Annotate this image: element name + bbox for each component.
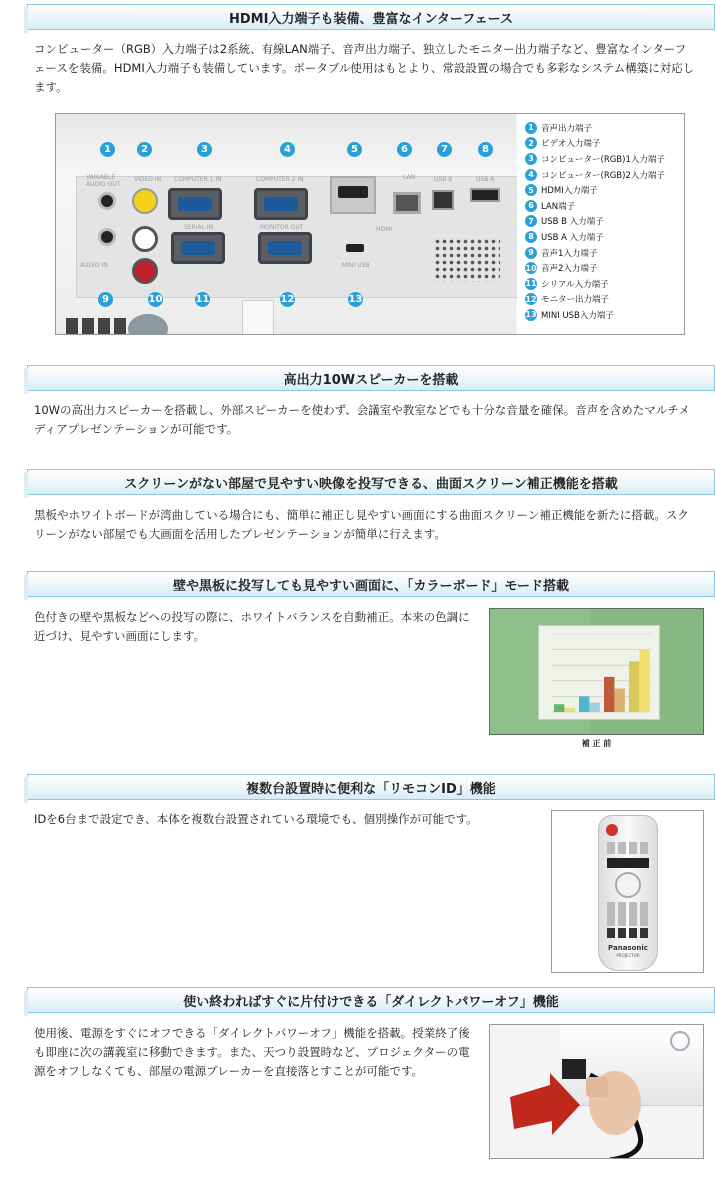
id-display <box>607 858 649 868</box>
legend-label: 音声1入力端子 <box>541 248 598 259</box>
section-text-poweroff: 使用後、電源をすぐにオフできる「ダイレクトパワーオフ」機能を搭載。授業終了後も即座に次の講義室に移動できます。また、天つり設置時など、プロジェクターの電源をオフしなくても、部屋の電源ブレーカーを直接落とすことが可能です。 <box>34 1026 470 1078</box>
remote-body <box>598 815 658 971</box>
usb-a-port <box>470 188 500 202</box>
bar-2-b <box>589 703 599 712</box>
legend-number: 12 <box>525 294 537 304</box>
section-title-colorboard: 壁や黒板に投写しても見やすい画面に、「カラーボード」モード搭載 <box>27 571 715 597</box>
ports-legend-list <box>525 120 685 323</box>
section-title-curved: スクリーンがない部屋で見やすい映像を投写できる、曲面スクリーン補正機能を搭載 <box>27 469 715 495</box>
usb-b-port <box>432 190 454 210</box>
vent-grid <box>434 238 500 282</box>
bar-1-b <box>564 708 574 712</box>
legend-label: モニター出力端子 <box>541 295 610 306</box>
legend-item <box>525 307 685 323</box>
audio2-in-port-red <box>132 258 158 284</box>
marker-1: 1 <box>100 142 115 157</box>
remote-image <box>551 810 704 973</box>
bar-chart <box>539 626 659 719</box>
section-title-hdmi: HDMI入力端子も装備、豊富なインターフェース <box>27 4 715 30</box>
legend-number: 10 <box>525 263 537 273</box>
label-usb-a: USB A <box>476 176 495 183</box>
label-computer2: COMPUTER 2 IN <box>256 176 304 183</box>
remote-sub: PROJECTOR <box>616 953 640 958</box>
connector-panel-image <box>55 113 685 335</box>
legend-item <box>525 292 685 308</box>
projected-screen <box>538 625 660 720</box>
section-text-speaker: 10Wの高出力スピーカーを搭載し、外部スピーカーを使わず、会議室や教室などでも十分な音量を確保。音声を含めたマルチメディアプレゼンテーションが可能です。 <box>34 403 690 436</box>
audio1-in-port <box>98 228 116 246</box>
legend-label: HDMI入力端子 <box>541 186 598 197</box>
bar-1-a <box>554 704 564 712</box>
legend-number: 4 <box>525 169 537 181</box>
number-buttons <box>607 928 649 938</box>
legend-item <box>525 136 685 152</box>
marker-8: 8 <box>478 142 493 157</box>
computer2-port <box>254 188 308 220</box>
marker-3: 3 <box>197 142 212 157</box>
section-title-remote: 複数台設置時に便利な「リモコンID」機能 <box>27 774 715 800</box>
audio2-in-port-white <box>132 226 158 252</box>
lan-port <box>393 192 421 214</box>
legend-item <box>525 276 685 292</box>
legend-label: コンピューター(RGB)1入力端子 <box>541 154 665 165</box>
section-text-curved: 黒板やホワイトボードが湾曲している場合にも、簡単に補正し見やすい画面にする曲面スクリーン補正機能を新たに搭載。スクリーンがない部屋でも大画面を活用したプレゼンテーションが簡単に行えます。 <box>34 508 689 541</box>
audio-out-port <box>98 192 116 210</box>
legend-item <box>525 260 685 276</box>
section-title-speaker: 高出力10Wスピーカーを搭載 <box>27 365 715 391</box>
legend-item <box>525 214 685 230</box>
legend-number: 1 <box>525 122 537 134</box>
legend-item <box>525 120 685 136</box>
legend-label: 音声出力端子 <box>541 123 593 134</box>
bar-2-a <box>579 696 589 712</box>
ports-legend <box>517 114 685 334</box>
legend-number: 9 <box>525 247 537 259</box>
legend-item <box>525 229 685 245</box>
foot <box>242 300 274 335</box>
legend-label: USB B 入力端子 <box>541 217 604 228</box>
marker-7: 7 <box>437 142 452 157</box>
vent-slots <box>66 318 126 334</box>
bar-3-b <box>614 689 624 712</box>
legend-label: USB A 入力端子 <box>541 232 604 243</box>
navigation-pad <box>615 872 641 898</box>
section-text-remote: IDを6台まで設定でき、本体を複数台設置されている環境でも、個別操作が可能です。 <box>34 812 478 826</box>
label-video-in: VIDEO IN <box>134 176 162 183</box>
legend-number: 5 <box>525 184 537 196</box>
serial-port <box>171 232 225 264</box>
legend-number: 13 <box>525 310 537 320</box>
marker-4: 4 <box>280 142 295 157</box>
video-in-port <box>132 188 158 214</box>
legend-item <box>525 198 685 214</box>
legend-item <box>525 182 685 198</box>
marker-6: 6 <box>397 142 412 157</box>
legend-label: 音声2入力端子 <box>541 264 598 275</box>
legend-label: コンピューター(RGB)2入力端子 <box>541 170 665 181</box>
legend-number: 3 <box>525 153 537 165</box>
label-serial: SERIAL IN <box>184 224 214 231</box>
legend-label: LAN端子 <box>541 201 576 212</box>
mini-usb-port <box>346 244 364 252</box>
legend-number: 7 <box>525 215 537 227</box>
bar-4-a <box>629 661 639 712</box>
power-button <box>606 824 618 836</box>
legend-item <box>525 245 685 261</box>
legend-number: 6 <box>525 200 537 212</box>
marker-11: 11 <box>195 294 210 305</box>
legend-number: 11 <box>525 279 537 289</box>
computer1-port <box>168 188 222 220</box>
label-lan: LAN <box>403 174 416 181</box>
marker-5: 5 <box>347 142 362 157</box>
label-variable-audio-out: VARIABLE AUDIO OUT <box>86 174 121 188</box>
label-usb-b: USB B <box>434 176 453 183</box>
section-text-hdmi: コンピューター（RGB）入力端子は2系統、有線LAN端子、音声出力端子、独立したモニター出力端子など、豊富なインターフェースを装備。HDMI入力端子も装備しています。ポータブル使用はもとより、常設設置の場合でも多彩なシステム構築に対応します。 <box>34 42 695 94</box>
poweroff-image <box>489 1024 704 1159</box>
monitor-port <box>258 232 312 264</box>
hdmi-port <box>338 186 368 198</box>
section-text-colorboard: 色付きの壁や黒板などへの投写の際に、ホワイトバランスを自動補正。本来の色調に近づけ、見やすい画面にします。 <box>34 610 470 643</box>
label-computer1: COMPUTER 1 IN <box>174 176 222 183</box>
bar-4-b <box>639 650 649 712</box>
marker-12: 12 <box>280 294 295 305</box>
legend-label: シリアル入力端子 <box>541 279 609 290</box>
section-title-poweroff: 使い終わればすぐに片付けできる「ダイレクトパワーオフ」機能 <box>27 987 715 1013</box>
label-monitor: MONITOR OUT <box>260 224 304 231</box>
colorboard-image <box>489 608 704 735</box>
hand-cord-illustration <box>490 1025 704 1159</box>
legend-label: MINI USB入力端子 <box>541 310 614 321</box>
legend-item <box>525 151 685 167</box>
colorboard-caption: 補 正 前 <box>581 739 612 748</box>
label-audio-in: AUDIO IN <box>80 262 108 269</box>
marker-10: 10 <box>148 294 163 305</box>
label-hdmi: HDMI <box>376 226 393 233</box>
legend-number: 8 <box>525 231 537 243</box>
label-mini-usb: MINI USB <box>342 262 370 269</box>
legend-item <box>525 167 685 183</box>
marker-9: 9 <box>98 292 113 307</box>
button-row-2 <box>607 902 649 926</box>
marker-13: 13 <box>348 294 363 305</box>
legend-number: 2 <box>525 137 537 149</box>
marker-2: 2 <box>137 142 152 157</box>
bar-3-a <box>604 677 614 712</box>
remote-brand: Panasonic <box>608 944 648 952</box>
legend-label: ビデオ入力端子 <box>541 139 601 150</box>
button-row-1 <box>607 842 649 854</box>
